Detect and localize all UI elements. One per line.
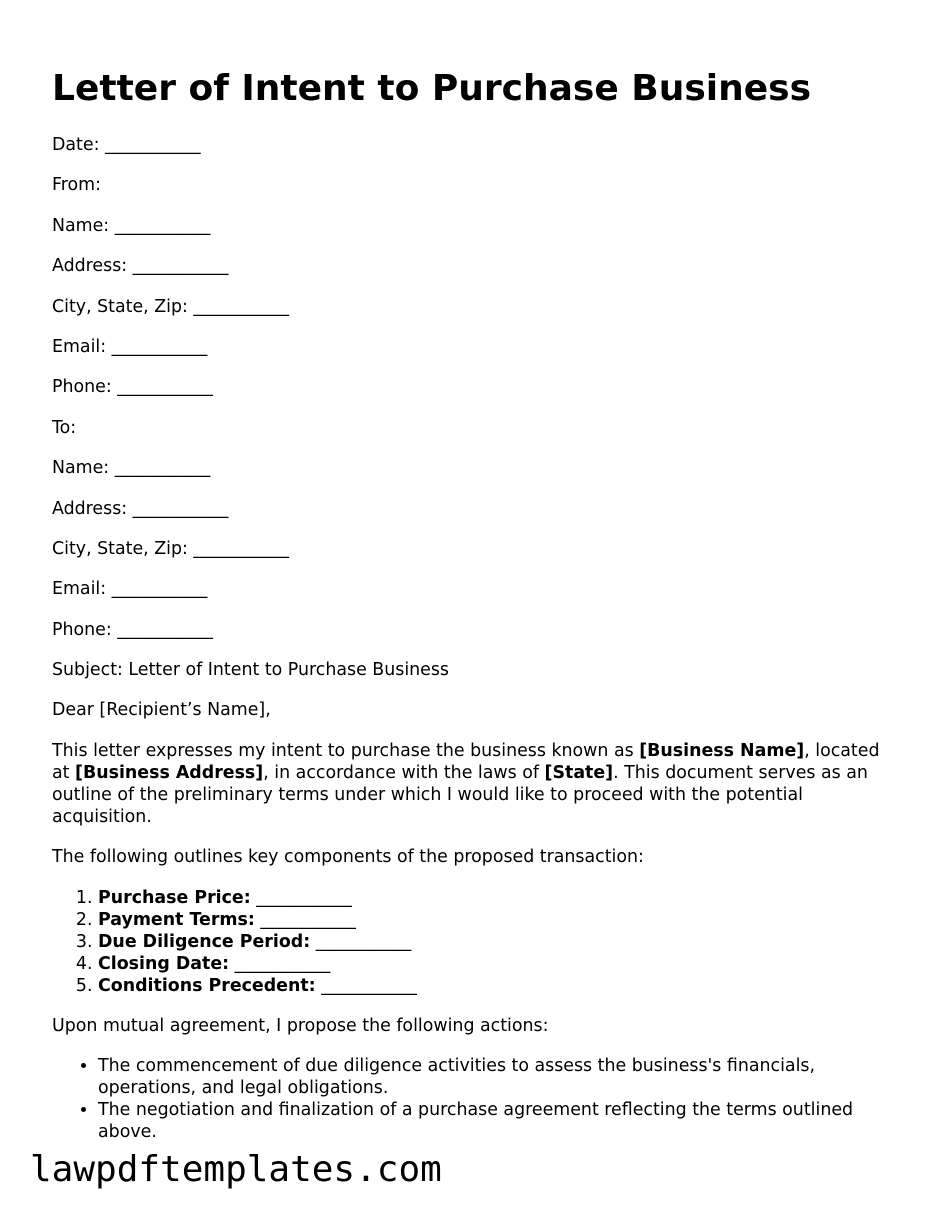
business-name-placeholder: [Business Name] — [639, 740, 805, 761]
subject-line: Subject: Letter of Intent to Purchase Business — [52, 660, 449, 681]
business-address-placeholder: [Business Address] — [75, 762, 264, 783]
component-label: Conditions Precedent: — [98, 975, 316, 996]
from-city-state-zip: City, State, Zip: ___________ — [52, 296, 290, 317]
from-address: Address: ___________ — [52, 256, 229, 277]
component-label: Payment Terms: — [98, 909, 255, 930]
list-item — [98, 931, 892, 953]
to-phone: Phone: ___________ — [52, 619, 213, 640]
component-label: Due Diligence Period: — [98, 931, 311, 952]
document-body — [52, 134, 892, 1162]
component-blank: ___________ — [315, 975, 417, 996]
intro-text-4: . This document serves as an outline of the preliminary terms under which I would like to proceed with the potential acquisition. — [52, 762, 868, 827]
component-label: Closing Date: — [98, 953, 230, 974]
from-name: Name: ___________ — [52, 215, 211, 236]
list-item: • The commencement of due diligence activities to assess the business's financials, operations, and legal obligations. — [98, 1055, 892, 1099]
component-label: Purchase Price: — [98, 887, 251, 908]
date-line: Date: ___________ — [52, 135, 201, 155]
to-email: Email: ___________ — [52, 579, 208, 600]
to-city-state-zip: City, State, Zip: ___________ — [52, 538, 290, 559]
to-name: Name: ___________ — [52, 458, 211, 479]
actions-list — [52, 1055, 892, 1143]
from-heading: From: — [52, 175, 101, 196]
document-title: Letter of Intent to Purchase Business — [52, 68, 812, 109]
from-email: Email: ___________ — [52, 336, 208, 357]
list-item — [98, 975, 892, 997]
intro-paragraph — [52, 740, 892, 828]
to-heading: To: — [52, 417, 77, 438]
component-blank: ___________ — [229, 953, 331, 974]
component-blank: ___________ — [254, 909, 357, 930]
from-phone: Phone: ___________ — [52, 377, 213, 398]
list-item — [98, 953, 892, 975]
intro-text-1: This letter expresses my intent to purchase the business known as — [52, 740, 640, 761]
state-placeholder: [State] — [544, 762, 614, 783]
component-blank: ___________ — [250, 887, 352, 908]
to-address: Address: ___________ — [52, 498, 229, 519]
list-item: • The negotiation and finalization of a purchase agreement reflecting the terms outlined above. — [98, 1099, 892, 1143]
components-intro: The following outlines key components of the proposed transaction: — [52, 847, 644, 868]
salutation: Dear [Recipient’s Name], — [52, 700, 271, 721]
list-item — [98, 909, 892, 931]
list-item — [98, 887, 892, 909]
components-list — [52, 887, 892, 997]
intro-text-2: , located at — [52, 740, 880, 783]
actions-intro: Upon mutual agreement, I propose the following actions: — [52, 1016, 549, 1037]
intro-text-3: , in accordance with the laws of — [263, 762, 545, 783]
watermark-text: lawpdftemplates.com — [30, 1149, 442, 1190]
component-blank: ___________ — [310, 931, 412, 952]
